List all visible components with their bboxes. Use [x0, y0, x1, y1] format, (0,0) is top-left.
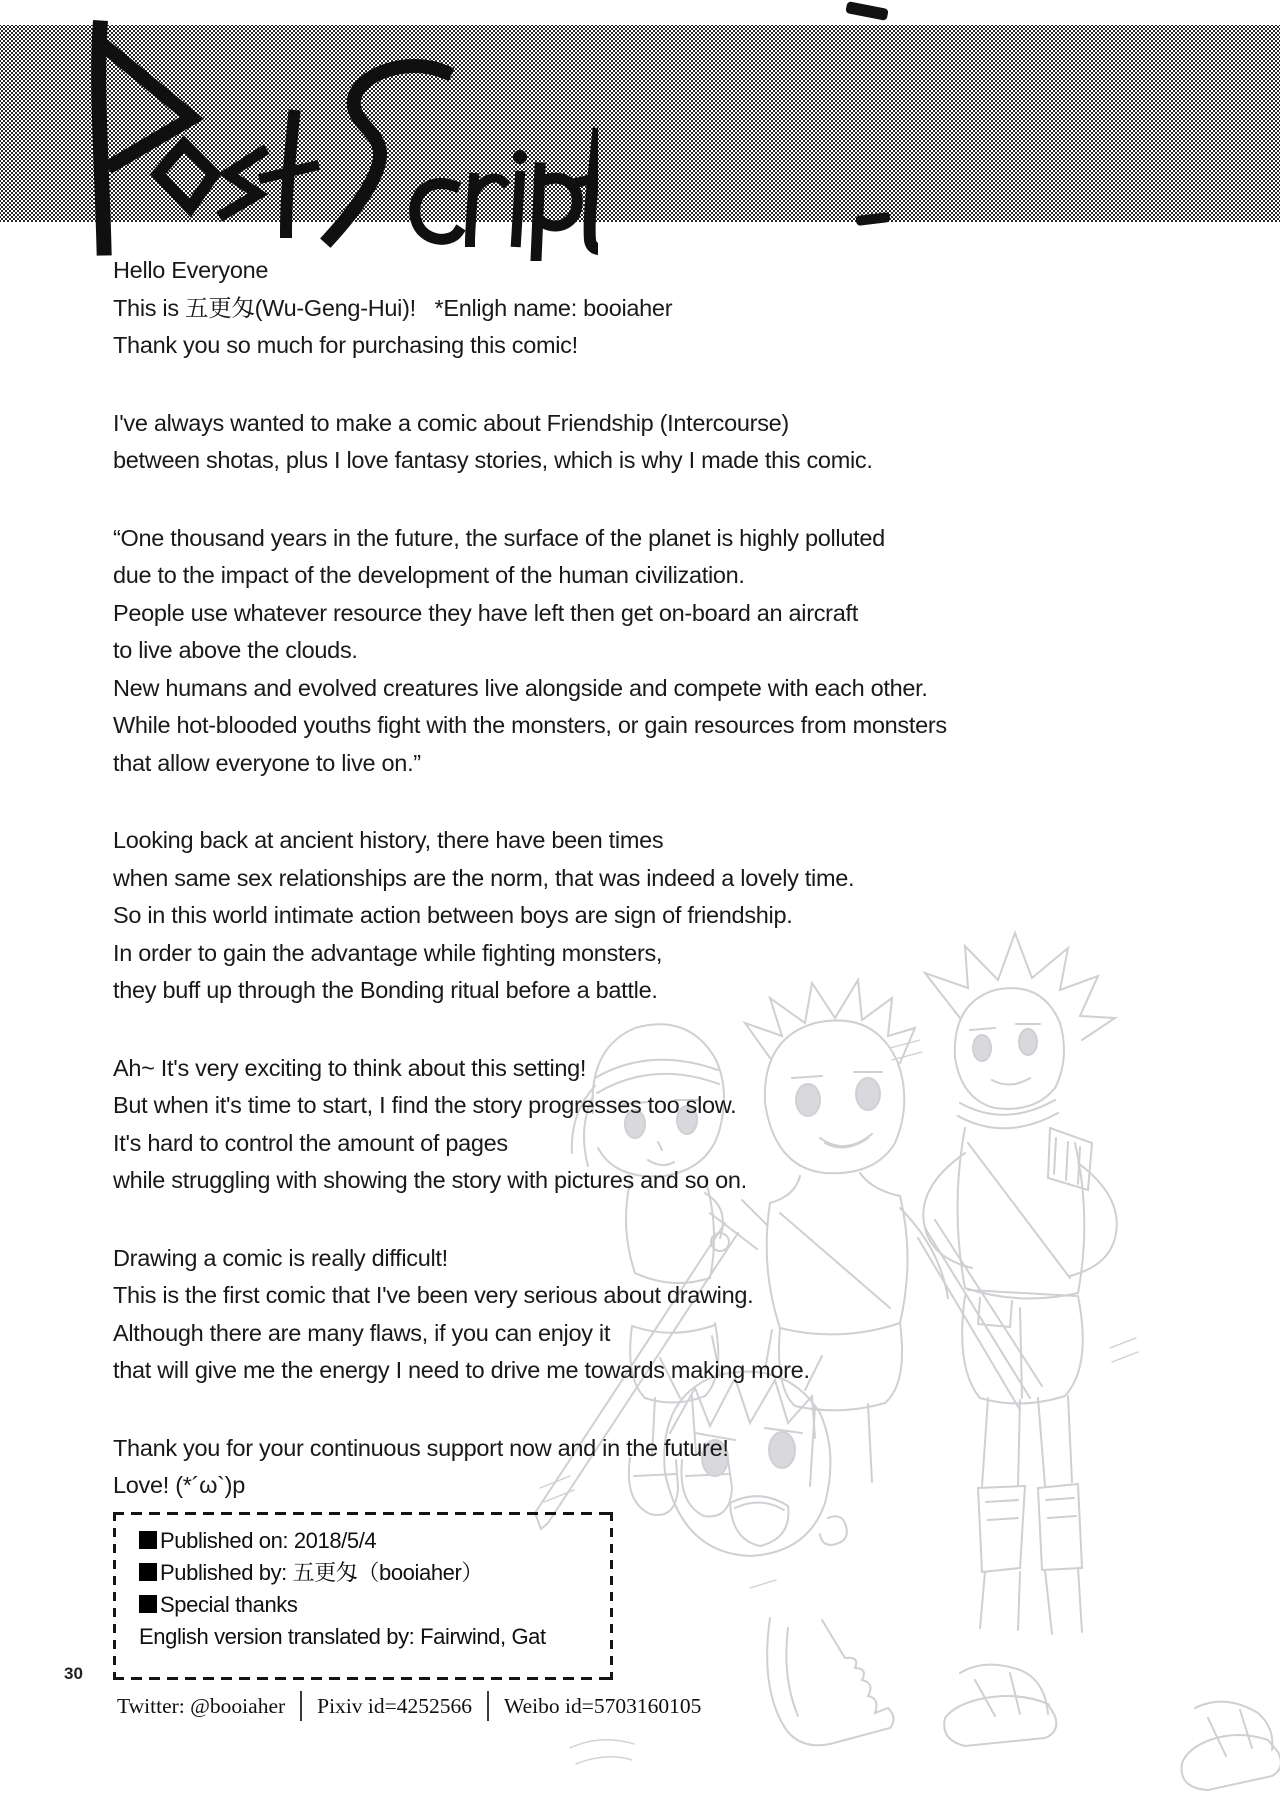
paragraph [113, 822, 947, 1010]
body-line: “One thousand years in the future, the surface of the planet is highly polluted [113, 524, 885, 551]
body-line: due to the impact of the development of the human civilization. [113, 562, 745, 588]
publish-info-lines [139, 1525, 605, 1653]
bullet-square-icon [139, 1531, 157, 1549]
publish-line-text: Special thanks [160, 1592, 298, 1617]
body-line: Thank you for your continuous support now and in the future! [113, 1434, 729, 1461]
body-line: It's hard to control the amount of pages [113, 1129, 508, 1156]
body-line: to live above the clouds. [113, 637, 358, 663]
footer-item: Weibo id=5703160105 [504, 1693, 702, 1718]
publish-line-text: Published on: 2018/5/4 [160, 1528, 377, 1553]
paragraph [113, 252, 947, 365]
publish-line [139, 1589, 605, 1621]
body-line: So in this world intimate action between boys are sign of friendship. [113, 902, 793, 928]
paragraph [113, 1430, 947, 1505]
body-line: between shotas, plus I love fantasy stories, which is why I made this comic. [113, 447, 873, 473]
bullet-square-icon [139, 1563, 157, 1581]
body-line: New humans and evolved creatures live alongside and compete with each other. [113, 674, 928, 701]
body-line: Hello Everyone [113, 257, 269, 283]
body-line: Thank you so much for purchasing this comic! [113, 332, 578, 358]
sketch-standing-boy [923, 933, 1280, 1790]
paragraph [113, 1240, 947, 1390]
postscript-brush-title [58, 16, 598, 261]
publish-box-border-left [113, 1512, 116, 1680]
body-line: when same sex relationships are the norm, that was indeed a lovely time. [113, 864, 855, 891]
publish-line [139, 1621, 605, 1653]
body-line: But when it's time to start, I find the story progresses too slow. [113, 1092, 737, 1118]
body-line: While hot-blooded youths fight with the monsters, or gain resources from monsters [113, 712, 947, 738]
publish-line-text: Published by: 五更匁（booiaher） [160, 1560, 484, 1585]
publish-line [139, 1557, 605, 1589]
paragraph [113, 405, 947, 480]
footer-item: Twitter: @booiaher [117, 1693, 286, 1718]
body-line: Although there are many flaws, if you can enjoy it [113, 1319, 611, 1346]
body-line: that will give me the energy I need to drive me towards making more. [113, 1357, 810, 1383]
paragraph [113, 520, 947, 783]
body-line: People use whatever resource they have left then get on-board an aircraft [113, 599, 858, 626]
body-line: This is the first comic that I've been very serious about drawing. [113, 1282, 754, 1308]
body-line: that allow everyone to live on.” [113, 749, 421, 776]
footer-divider [300, 1691, 302, 1721]
publish-box-border-top [113, 1512, 613, 1515]
publish-box-border-bottom [113, 1677, 613, 1680]
postscript-body [113, 252, 947, 1545]
footer-item: Pixiv id=4252566 [317, 1693, 473, 1718]
footer-divider [487, 1691, 489, 1721]
body-line: This is 五更匁(Wu-Geng-Hui)! *Enligh name: booiaher [113, 294, 673, 321]
body-line: while struggling with showing the story with pictures and so on. [113, 1167, 747, 1193]
bullet-square-icon [139, 1595, 157, 1613]
body-line: they buff up through the Bonding ritual before a battle. [113, 977, 658, 1003]
publish-line-text: English version translated by: Fairwind, Gat [139, 1624, 546, 1649]
body-line: Drawing a comic is really difficult! [113, 1244, 448, 1271]
body-line: I've always wanted to make a comic about Friendship (Intercourse) [113, 409, 789, 436]
brush-splatter [845, 1, 889, 21]
page-number: 30 [64, 1664, 83, 1683]
publish-info-box [113, 1512, 613, 1680]
paragraph [113, 1050, 947, 1200]
body-line: In order to gain the advantage while fighting monsters, [113, 939, 663, 966]
body-line: Looking back at ancient history, there have been times [113, 827, 664, 853]
footer-credits [117, 1691, 701, 1721]
publish-box-border-right [610, 1512, 613, 1680]
body-line: Love! (*´ω`)p [113, 1472, 245, 1498]
publish-line [139, 1525, 605, 1557]
body-line: Ah~ It's very exciting to think about this setting! [113, 1054, 587, 1081]
